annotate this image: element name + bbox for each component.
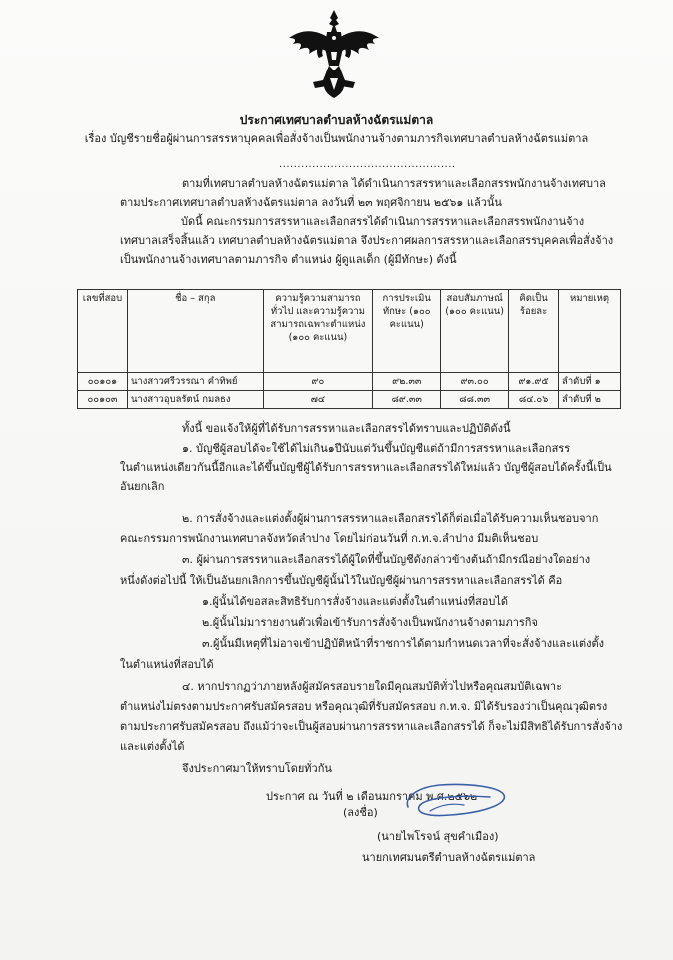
table-row [78, 391, 621, 409]
signer-position: นายกเทศมนตรีตำบลห้างฉัตรแม่ตาล [362, 851, 536, 864]
header-knowledge: ความรู้ความสามารถทั่วไป และความรู้ความสามารถเฉพาะตำแหน่ง (๑๐๐ คะแนน) [263, 290, 373, 373]
clause-1-line-1: ๑. บัญชีผู้สอบได้จะใช้ได้ไม่เกิน๑ปีนับแต่วันขึ้นบัญชีแต่ถ้ามีการสรรหาและเลือกสรร [182, 442, 571, 455]
cell-knowledge: ๗๔ [263, 391, 373, 409]
table-row [78, 373, 621, 391]
clause-3-line-2: หนึ่งดังต่อไปนี้ ให้เป็นอันยกเลิกการขึ้นบัญชีผู้นั้นไว้ในบัญชีผู้ผ่านการสรรหาและเลือกสรรได้ คือ [120, 574, 563, 587]
clause-2-line-1: ๒. การสั่งจ้างและแต่งตั้งผู้ผ่านการสรรหาและเลือกสรรได้ก็ต่อเมื่อได้รับความเห็นชอบจาก [182, 512, 599, 525]
cell-skill: ๙๒.๓๓ [373, 373, 441, 391]
header-percent: คิดเป็นร้อยละ [509, 290, 559, 373]
cell-knowledge: ๙๐ [263, 373, 373, 391]
clause-1-line-2: ในตำแหน่งเดียวกันนี้อีกและได้ขึ้นบัญชีผู้ได้รับการสรรหาและเลือกสรรได้ใหม่แล้ว บัญชีผู้สอบได้ครั้งนี้เป็น [120, 461, 612, 474]
intro-line-1: ตามที่เทศบาลตำบลห้างฉัตรแม่ตาล ได้ดำเนินการสรรหาและเลือกสรรพนักงานจ้างเทศบาล [182, 177, 606, 190]
clause-2-line-2: คณะกรรมการพนักงานเทศบาลจังหวัดลำปาง โดยไม่ก่อนวันที่ ก.ท.จ.ลำปาง มีมติเห็นชอบ [120, 532, 539, 545]
header-skill: การประเมินทักษะ (๑๐๐ คะแนน) [373, 290, 441, 373]
header-name: ชื่อ – สกุล [127, 290, 263, 373]
cell-percent: ๙๑.๙๕ [509, 373, 559, 391]
announcement-subject: เรื่อง บัญชีรายชื่อผู้ผ่านการสรรหาบุคคลเพื่อสั่งจ้างเป็นพนักงานจ้างตามภารกิจเทศบาลตำบลห้างฉัตรแม่ตาล [84, 132, 589, 145]
clause-3-item-3: ๓.ผู้นั้นมีเหตุที่ไม่อาจเข้าปฏิบัติหน้าที่ราชการได้ตามกำหนดเวลาที่จะสั่งจ้างและแต่งตั้ง [202, 637, 605, 650]
clause-4-line-2: ตำแหน่งไม่ตรงตามประกาศรับสมัครสอบ หรือคุณวุฒิที่รับสมัครสอบ ก.ท.จ. มิได้รับรองว่าเป็นคุณวุฒิตรง [120, 700, 608, 713]
intro-line-2: ตามประกาศเทศบาลตำบลห้างฉัตรแม่ตาล ลงวันที่ ๒๓ พฤศจิกายน ๒๕๖๑ แล้วนั้น [120, 196, 502, 209]
cell-remark: ลำดับที่ ๒ [559, 391, 621, 409]
clause-3-item-3-cont: ในตำแหน่งที่สอบได้ [120, 658, 214, 671]
handwritten-signature [400, 775, 510, 825]
intro-line-3: บัดนี้ คณะกรรมการสรรหาและเลือกสรรได้ดำเนินการสรรหาและเลือกสรรพนักงานจ้าง [181, 215, 585, 228]
clause-3-item-2: ๒.ผู้นั้นไม่มารายงานตัวเพื่อเข้ารับการสั่งจ้างเป็นพนักงานจ้างตามภารกิจ [202, 616, 538, 629]
cell-exam-no: ๐๐๑๐๑ [78, 373, 128, 391]
cell-percent: ๘๔.๐๖ [509, 391, 559, 409]
notice-intro: ทั้งนี้ ขอแจ้งให้ผู้ที่ได้รับการสรรหาและเลือกสรรได้ทราบและปฏิบัติดังนี้ [182, 422, 511, 435]
closing-text: จึงประกาศมาให้ทราบโดยทั่วกัน [182, 762, 332, 775]
clause-3-item-1: ๑.ผู้นั้นได้ขอสละสิทธิรับการสั่งจ้างและแต่งตั้งในตำแหน่งที่สอบได้ [202, 595, 509, 608]
results-table [77, 289, 621, 409]
header-remark: หมายเหตุ [559, 290, 621, 373]
intro-line-5: เป็นพนักงานจ้างเทศบาลตามภารกิจ ตำแหน่ง ผู้ดูแลเด็ก (ผู้มีทักษะ) ดังนี้ [120, 253, 457, 266]
intro-line-4: เทศบาลเสร็จสิ้นแล้ว เทศบาลตำบลห้างฉัตรแม่ตาล จึงประกาศผลการสรรหาและเลือกสรรบุคคลเพื่อสั่งจ้าง [120, 234, 614, 247]
clause-4-line-4: และแต่งตั้งได้ [120, 740, 185, 753]
header-interview: สอบสัมภาษณ์ (๑๐๐ คะแนน) [441, 290, 509, 373]
title-separator: ................................................ [279, 159, 456, 170]
cell-exam-no: ๐๐๑๐๓ [78, 391, 128, 409]
cell-remark: ลำดับที่ ๑ [559, 373, 621, 391]
clause-4-line-1: ๔. หากปรากฏว่าภายหลังผู้สมัครสอบรายใดมีคุณสมบัติทั่วไปหรือคุณสมบัติเฉพาะ [182, 680, 562, 693]
cell-interview: ๘๘.๓๓ [441, 391, 509, 409]
cell-skill: ๘๙.๓๓ [373, 391, 441, 409]
cell-interview: ๙๓.๐๐ [441, 373, 509, 391]
signature-label: (ลงชื่อ) [343, 806, 378, 819]
clause-4-line-3: ตามประกาศรับสมัครสอบ ถึงแม้ว่าจะเป็นผู้สอบผ่านการสรรหาและเลือกสรรได้ ก็จะไม่มีสิทธิได้รับการสั่งจ้าง [120, 720, 623, 733]
announcement-date: ประกาศ ณ วันที่ ๒ เดือนมกราคม พ.ศ.๒๕๖๒ [266, 790, 478, 803]
header-exam-no: เลขที่สอบ [78, 290, 128, 373]
cell-name: นางสาวอุบลรัตน์ กมลธง [127, 391, 263, 409]
garuda-emblem-icon [283, 8, 385, 100]
cell-name: นางสาวศรีวรรณา คำทิพย์ [127, 373, 263, 391]
clause-1-line-3: อันยกเลิก [120, 480, 165, 493]
table-header-row [78, 290, 621, 373]
signer-name: (นายไพโรจน์ สุขคำเมือง) [377, 830, 499, 843]
clause-3-line-1: ๓. ผู้ผ่านการสรรหาและเลือกสรรได้ผู้ใดที่ขึ้นบัญชีดังกล่าวข้างต้นถ้ามีกรณีอย่างใดอย่าง [182, 553, 591, 566]
announcement-title: ประกาศเทศบาลตำบลห้างฉัตรแม่ตาล [239, 113, 434, 127]
